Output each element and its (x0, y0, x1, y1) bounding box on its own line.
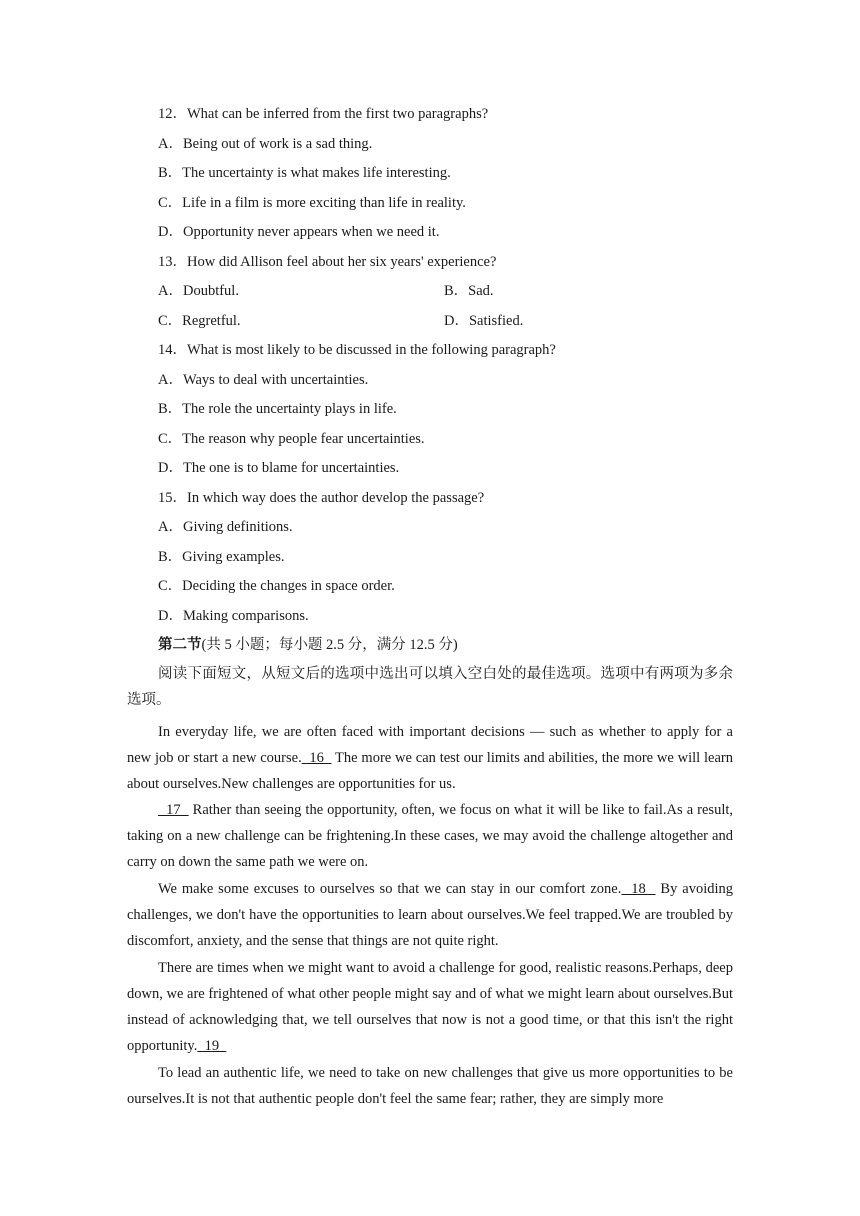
question-15-stem: 15．In which way does the author develop the passage? (158, 490, 485, 506)
question-13-option-d: D．Satisfied. (444, 313, 524, 329)
blank-17: 17 (158, 802, 189, 818)
passage-paragraph-1 (127, 719, 733, 797)
question-15-option-a: A．Giving definitions. (158, 519, 293, 535)
paragraph-1-text-a: In everyday life, we are often faced with important decisions — such as whether to apply for a new job or start a new course. (127, 724, 733, 766)
passage-paragraph-4 (127, 955, 733, 1059)
question-13-option-b: B．Sad. (444, 283, 494, 299)
section-2-instruction: 阅读下面短文，从短文后的选项中选出可以填入空白处的最佳选项。选项中有两项为多余选项。 (127, 666, 733, 708)
question-15-option-b: B．Giving examples. (158, 549, 285, 565)
question-12-stem: 12．What can be inferred from the first two paragraphs? (158, 106, 489, 122)
question-13-option-a: A．Doubtful. (158, 283, 239, 299)
question-12-option-b: B．The uncertainty is what makes life interesting. (158, 165, 451, 181)
section-2-title (158, 636, 458, 654)
blank-19: 19 (197, 1038, 227, 1054)
paragraph-3-text-b: By avoiding challenges, we don't have the opportunities to learn about ourselves.We feel trapped.We are troubled by discomfort, anxiety, and the sense that things are not quite right. (127, 881, 733, 949)
passage-paragraph-3 (127, 876, 733, 954)
section-2-label: 第二节 (158, 637, 202, 653)
question-14-stem: 14．What is most likely to be discussed in the following paragraph? (158, 342, 556, 358)
question-14-option-b: B．The role the uncertainty plays in life. (158, 401, 397, 417)
question-14-option-c: C．The reason why people fear uncertainties. (158, 431, 425, 447)
blank-16: 16 (301, 750, 332, 766)
passage-paragraph-5: To lead an authentic life, we need to take on new challenges that give us more opportunities to be ourselves.It is not that authentic people don't feel the same fear; rather, they are simply more (127, 1065, 733, 1107)
question-14-option-d: D．The one is to blame for uncertainties. (158, 460, 400, 476)
paragraph-4-text: There are times when we might want to avoid a challenge for good, realistic reasons.Perhaps, deep down, we are frightened of what other people might say and of what we might learn about ourselves.But instead of acknowledging that, we tell ourselves that now is not a good time, or that this isn't the right opportunity. (127, 960, 734, 1054)
question-15-option-c: C．Deciding the changes in space order. (158, 578, 395, 594)
question-12-option-c: C．Life in a film is more exciting than life in reality. (158, 195, 466, 211)
paragraph-2-text: Rather than seeing the opportunity, often, we focus on what it will be like to fail.As a result, taking on a new challenge can be frightening.In these cases, we may avoid the challenge altogether and carry on down the same path we were on. (127, 802, 734, 870)
paragraph-1-text-b: The more we can test our limits and abilities, the more we will learn about ourselves.New challenges are opportunities for us. (127, 750, 733, 792)
passage-paragraph-2 (127, 797, 733, 875)
question-12-option-a: A．Being out of work is a sad thing. (158, 136, 373, 152)
question-14-option-a: A．Ways to deal with uncertainties. (158, 372, 369, 388)
question-12-option-d: D．Opportunity never appears when we need it. (158, 224, 440, 240)
paragraph-3-text-a: We make some excuses to ourselves so that we can stay in our comfort zone. (158, 881, 622, 897)
question-15-option-d: D．Making comparisons. (158, 608, 309, 624)
blank-18: 18 (621, 881, 656, 897)
question-13-stem: 13．How did Allison feel about her six years' experience? (158, 254, 497, 270)
section-2-scoring: (共 5 小题；每小题 2.5 分，满分 12.5 分) (201, 637, 458, 653)
question-13-option-c: C．Regretful. (158, 313, 241, 329)
